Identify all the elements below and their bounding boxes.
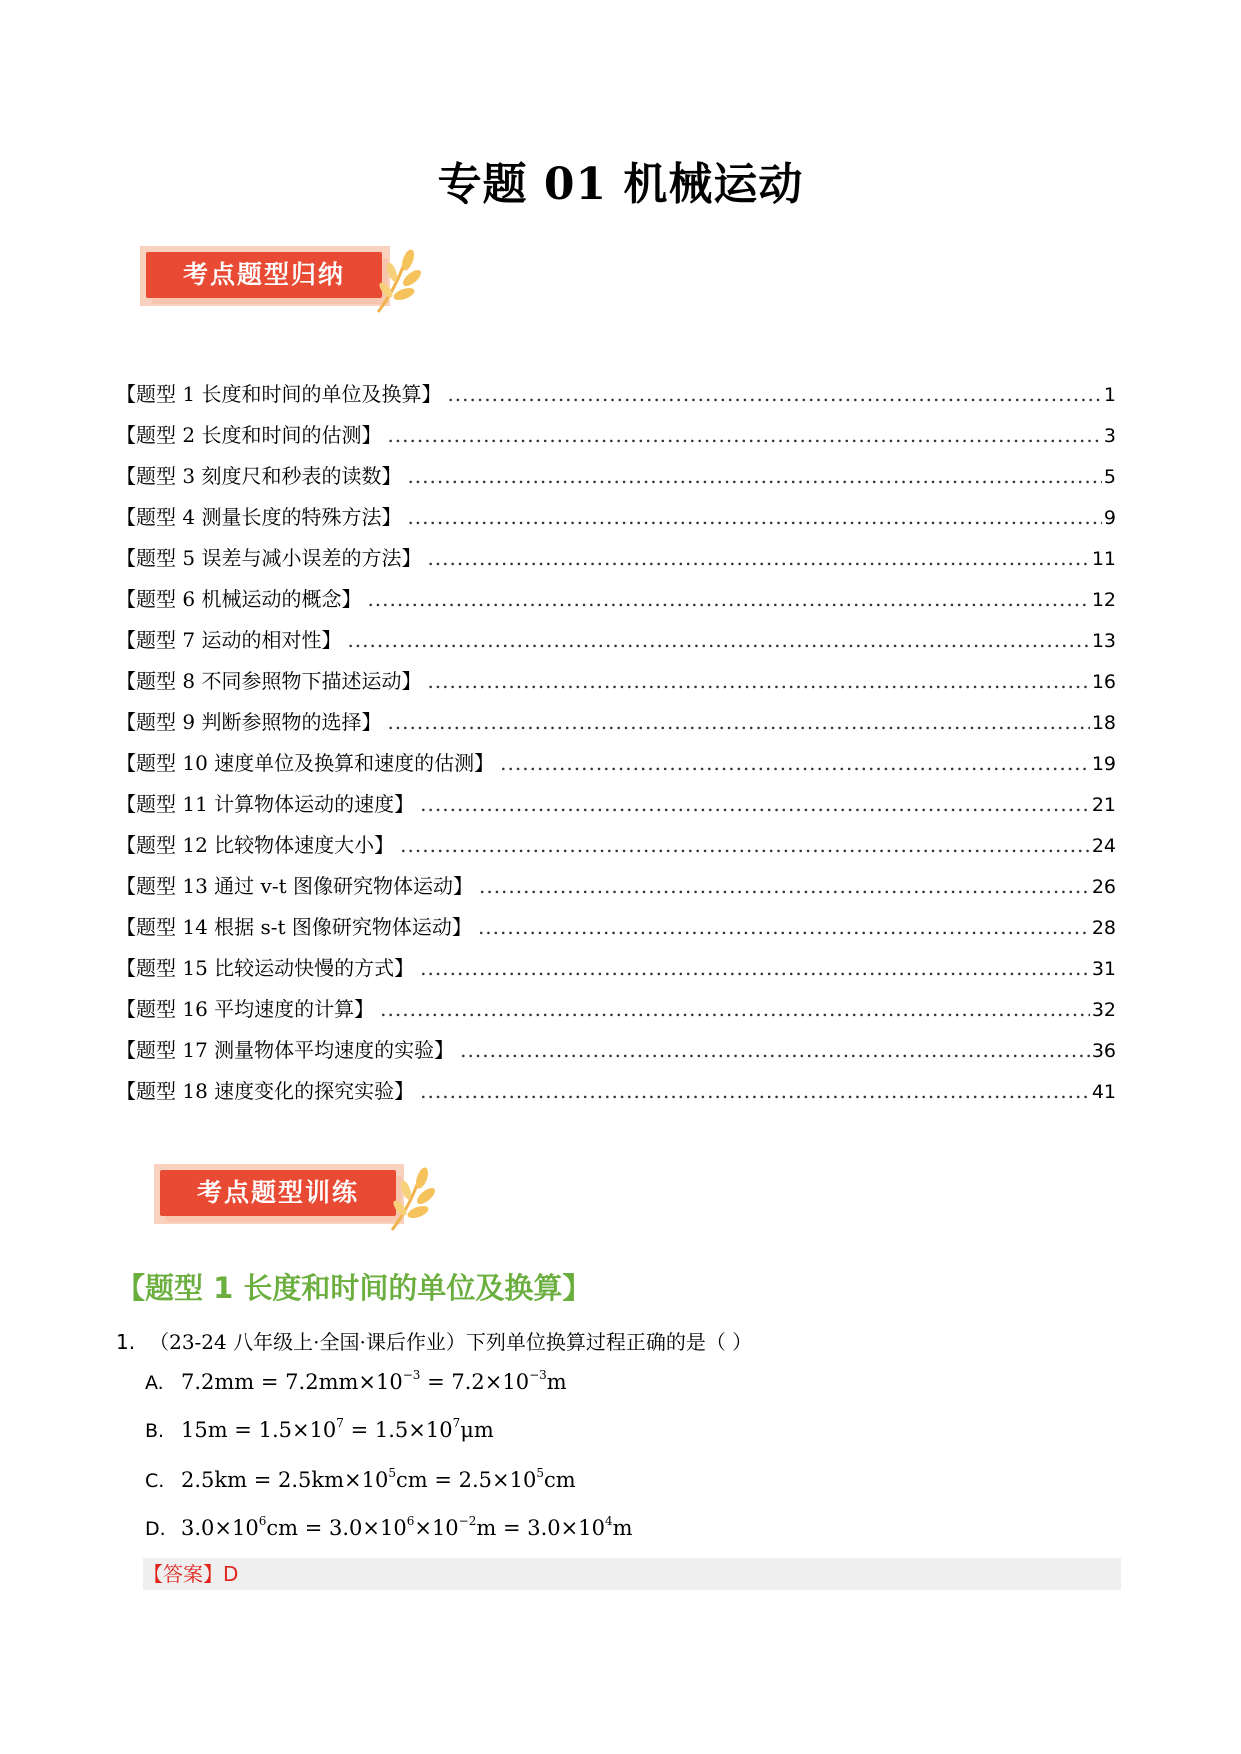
- option-letter: A.: [145, 1372, 164, 1394]
- toc-entry[interactable]: [116, 415, 1116, 456]
- option-d: [145, 1516, 633, 1540]
- toc-entry-page: 9: [1103, 507, 1116, 529]
- banner-summary: [132, 232, 432, 324]
- toc-dot-leader: [479, 866, 1090, 907]
- toc-entry-label: 【题型 5 误差与减小误差的方法】: [116, 546, 422, 570]
- exponent: 6: [406, 1514, 415, 1528]
- toc-entry-label: 【题型 8 不同参照物下描述运动】: [116, 669, 422, 693]
- option-a: [145, 1370, 567, 1394]
- question-text: （23-24 八年级上·全国·课后作业）下列单位换算过程正确的是（ ）: [149, 1330, 753, 1354]
- toc-entry-label: 【题型 15 比较运动快慢的方式】: [116, 956, 415, 980]
- exponent: 6: [258, 1514, 267, 1528]
- toc-dot-leader: [420, 1071, 1090, 1112]
- banner-training: [146, 1150, 446, 1242]
- toc-entry-label: 【题型 10 速度单位及换算和速度的估测】: [116, 751, 495, 775]
- option-text: m: [612, 1516, 633, 1540]
- option-text: m = 3.0×10: [476, 1516, 605, 1540]
- option-text: cm: [543, 1468, 576, 1492]
- toc-entry-label: 【题型 1 长度和时间的单位及换算】: [116, 382, 442, 406]
- toc-dot-leader: [407, 497, 1101, 538]
- toc-entry-page: 36: [1091, 1040, 1116, 1062]
- exponent: 4: [604, 1514, 613, 1528]
- banner-summary-label: 考点题型归纳: [182, 260, 345, 289]
- toc-entry-label: 【题型 12 比较物体速度大小】: [116, 833, 395, 857]
- option-text: ×10: [414, 1516, 459, 1540]
- toc-entry-page: 32: [1091, 999, 1116, 1021]
- toc-entry[interactable]: [116, 784, 1116, 825]
- toc-entry-page: 3: [1103, 425, 1116, 447]
- exponent: 7: [452, 1416, 461, 1430]
- toc-dot-leader: [387, 702, 1089, 743]
- question-number: 1.: [116, 1330, 136, 1354]
- toc-entry-page: 24: [1091, 835, 1116, 857]
- exponent: 5: [536, 1466, 544, 1480]
- toc-dot-leader: [447, 374, 1101, 415]
- option-letter: D.: [145, 1518, 166, 1540]
- toc-entry-label: 【题型 6 机械运动的概念】: [116, 587, 362, 611]
- toc-entry-page: 18: [1091, 712, 1116, 734]
- toc-entry-page: 12: [1091, 589, 1116, 611]
- toc-entry-label: 【题型 11 计算物体运动的速度】: [116, 792, 415, 816]
- toc-entry-page: 31: [1091, 958, 1116, 980]
- option-text: cm = 3.0×10: [266, 1516, 407, 1540]
- wheat-icon: [368, 246, 424, 316]
- option-letter: C.: [145, 1470, 165, 1492]
- toc-dot-leader: [380, 989, 1090, 1030]
- toc-entry[interactable]: [116, 907, 1116, 948]
- toc-entry-page: 11: [1091, 548, 1116, 570]
- option-c: [145, 1468, 576, 1492]
- banner-training-label: 考点题型训练: [196, 1178, 359, 1207]
- toc-entry[interactable]: [116, 989, 1116, 1030]
- toc-entry-page: 1: [1103, 384, 1116, 406]
- toc-dot-leader: [367, 579, 1089, 620]
- option-text: 3.0×10: [181, 1516, 259, 1540]
- option-b: [145, 1418, 494, 1442]
- toc-entry-page: 26: [1091, 876, 1116, 898]
- toc-entry-page: 41: [1091, 1081, 1116, 1103]
- toc-dot-leader: [427, 661, 1089, 702]
- toc-entry[interactable]: [116, 1071, 1116, 1112]
- exponent: 7: [336, 1416, 344, 1430]
- exponent: −2: [458, 1514, 477, 1528]
- toc-entry-page: 16: [1091, 671, 1116, 693]
- toc-entry-page: 5: [1103, 466, 1116, 488]
- toc-entry-label: 【题型 2 长度和时间的估测】: [116, 423, 382, 447]
- answer-value: D: [223, 1562, 239, 1586]
- toc-entry[interactable]: [116, 620, 1116, 661]
- toc-dot-leader: [387, 415, 1101, 456]
- page-title: 专题 01 机械运动: [437, 159, 804, 210]
- toc-entry-label: 【题型 3 刻度尺和秒表的读数】: [116, 464, 402, 488]
- toc-entry[interactable]: [116, 538, 1116, 579]
- option-text: = 1.5×10: [343, 1418, 453, 1442]
- toc-entry[interactable]: [116, 456, 1116, 497]
- option-text: 15m = 1.5×10: [181, 1418, 337, 1442]
- exponent: 5: [388, 1466, 396, 1480]
- toc-entry[interactable]: [116, 702, 1116, 743]
- option-letter: B.: [145, 1420, 165, 1442]
- toc-dot-leader: [460, 1030, 1090, 1071]
- option-text: = 7.2×10: [420, 1370, 530, 1394]
- toc-entry-page: 13: [1091, 630, 1116, 652]
- toc-entry-page: 19: [1091, 753, 1116, 775]
- toc-entry[interactable]: [116, 866, 1116, 907]
- question-1: [116, 1326, 752, 1355]
- table-of-contents: [116, 374, 1116, 1112]
- answer-label: 【答案】: [143, 1562, 223, 1586]
- exponent: −3: [529, 1368, 547, 1382]
- option-text: μm: [460, 1418, 494, 1442]
- wheat-icon: [382, 1164, 438, 1234]
- option-text: m: [546, 1370, 567, 1394]
- toc-entry[interactable]: [116, 579, 1116, 620]
- toc-entry[interactable]: [116, 374, 1116, 415]
- toc-entry-page: 28: [1091, 917, 1116, 939]
- exponent: −3: [402, 1368, 421, 1382]
- toc-entry-page: 21: [1091, 794, 1116, 816]
- toc-entry-label: 【题型 16 平均速度的计算】: [116, 997, 375, 1021]
- toc-entry-label: 【题型 9 判断参照物的选择】: [116, 710, 382, 734]
- toc-entry[interactable]: [116, 497, 1116, 538]
- toc-entry[interactable]: [116, 825, 1116, 866]
- toc-entry[interactable]: [116, 948, 1116, 989]
- option-text: 7.2mm = 7.2mm×10: [181, 1370, 403, 1394]
- toc-entry-label: 【题型 17 测量物体平均速度的实验】: [116, 1038, 455, 1062]
- toc-dot-leader: [420, 784, 1090, 825]
- toc-dot-leader: [400, 825, 1090, 866]
- toc-entry-label: 【题型 13 通过 v-t 图像研究物体运动】: [116, 874, 473, 898]
- toc-dot-leader: [407, 456, 1101, 497]
- toc-entry-label: 【题型 4 测量长度的特殊方法】: [116, 505, 402, 529]
- toc-dot-leader: [478, 907, 1090, 948]
- section-heading: 【题型 1 长度和时间的单位及换算】: [116, 1271, 592, 1305]
- toc-dot-leader: [500, 743, 1090, 784]
- option-text: 2.5km = 2.5km×10: [181, 1468, 389, 1492]
- toc-dot-leader: [420, 948, 1090, 989]
- toc-entry[interactable]: [116, 743, 1116, 784]
- toc-dot-leader: [427, 538, 1089, 579]
- toc-dot-leader: [347, 620, 1089, 661]
- toc-entry-label: 【题型 7 运动的相对性】: [116, 628, 342, 652]
- option-text: cm = 2.5×10: [395, 1468, 537, 1492]
- toc-entry[interactable]: [116, 661, 1116, 702]
- toc-entry[interactable]: [116, 1030, 1116, 1071]
- toc-entry-label: 【题型 18 速度变化的探究实验】: [116, 1079, 415, 1103]
- answer-box: [143, 1558, 1121, 1590]
- toc-entry-label: 【题型 14 根据 s-t 图像研究物体运动】: [116, 915, 472, 939]
